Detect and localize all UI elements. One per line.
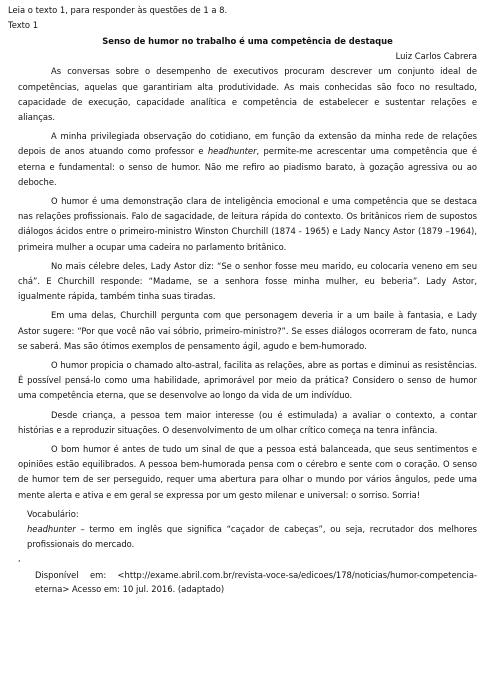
paragraph-6: O humor propicia o chamado alto-astral, facilita as relações, abre as portas e diminui as resistências. É possível pensá-lo como uma habilidade, aprimorável por meio da prática? Considero o senso de humor uma competência eterna, que se desenvolve ao longo da vida de um indivíduo. xyxy=(18,360,477,401)
article-title: Senso de humor no trabalho é uma competência de destaque xyxy=(102,36,393,46)
vocabulary-heading: Vocabulário: xyxy=(27,508,79,519)
paragraph-5: Em uma delas, Churchill pergunta com que personagem deveria ir a um baile à fantasia, e Lady Astor sugere: “Por que você não vai sóbrio, primeiro-ministro?”. Se esses diálogos ocorreram de fato, nunca se saberá. Mas são ótimos exemplos de pensamento ágil, agudo e bem-humorado. xyxy=(18,310,477,351)
paragraph-2-after: , permite-me acrescentar uma competência que é eterna e fundamental: o senso de humor. Não me refiro ao piadismo barato, à gozação agressiva ou ao deboche. xyxy=(18,146,478,187)
paragraph-8: O bom humor é antes de tudo um sinal de que a pessoa está balanceada, que seus sentimentos e opiniões estão equilibrados. A pessoa bem-humorada pensa com o cérebro e sente com o coração. O senso de humor tem de ser perseguido, requer uma abertura para olhar o mundo por vários ângulos, pede uma mente alerta e ativa e em geral se expressa por um gesto milenar e universal: o sorriso. Sorria! xyxy=(18,444,477,500)
vocabulary-definition: – termo em inglês que significa “caçador de cabeças”, ou seja, recrutador dos melhores profissionais do mercado. xyxy=(27,524,477,550)
paragraph-2-term: headhunter xyxy=(207,146,257,157)
text-label: Texto 1 xyxy=(8,19,39,30)
source-citation: Disponível em: <http://exame.abril.com.br/revista-voce-sa/edicoes/178/noticias/humor-competencia-eterna> Acesso em: 10 jul. 2016. (adaptado) xyxy=(35,569,477,594)
paragraph-7: Desde criança, a pessoa tem maior interesse (ou é estimulada) a avaliar o contexto, a contar histórias e a reproduzir situações. O desenvolvimento de um olhar crítico começa na tenra infância. xyxy=(18,409,477,435)
paragraph-3: O humor é uma demonstração clara de inteligência emocional e uma competência que se destaca nas relações profissionais. Falo de sagacidade, de leitura rápida do contexto. Os britânicos riem de supostos diálogos ácidos entre o primeiro-ministro Winston Churchill (1874 - 1965) e Lady Nancy Astor (1879 –1964), primeira mulher a ocupar uma cadeira no parlamento britânico. xyxy=(18,196,477,252)
paragraph-4: No mais célebre deles, Lady Astor diz: “Se o senhor fosse meu marido, eu colocaria veneno em seu chá”. E Churchill responde: “Madame, se a senhora fosse minha mulher, eu beberia”. Lady Astor, igualmente rápida, também tinha suas tiradas. xyxy=(18,260,477,302)
vocabulary-term: headhunter xyxy=(27,524,76,535)
paragraph-1: As conversas sobre o desempenho de executivos procuram descrever um conjunto ideal de competências, aquelas que garantiriam alta produtividade. As mais conhecidas são foco no resultado, capacidade de execução, capacidade analítica e competência de estabelecer e sustentar relações e alianças. xyxy=(18,66,477,123)
paragraph-2 xyxy=(8,129,487,190)
instruction-text: Leia o texto 1, para responder às questões de 1 a 8. xyxy=(8,5,228,15)
vocabulary-entry xyxy=(8,522,487,552)
article-author: Luiz Carlos Cabrera xyxy=(395,51,477,62)
paragraph-2-before: A minha privilegiada observação do cotidiano, em função da extensão da minha rede de relações depois de anos atuando como professor e xyxy=(18,131,477,157)
stray-mark: , xyxy=(18,553,21,563)
